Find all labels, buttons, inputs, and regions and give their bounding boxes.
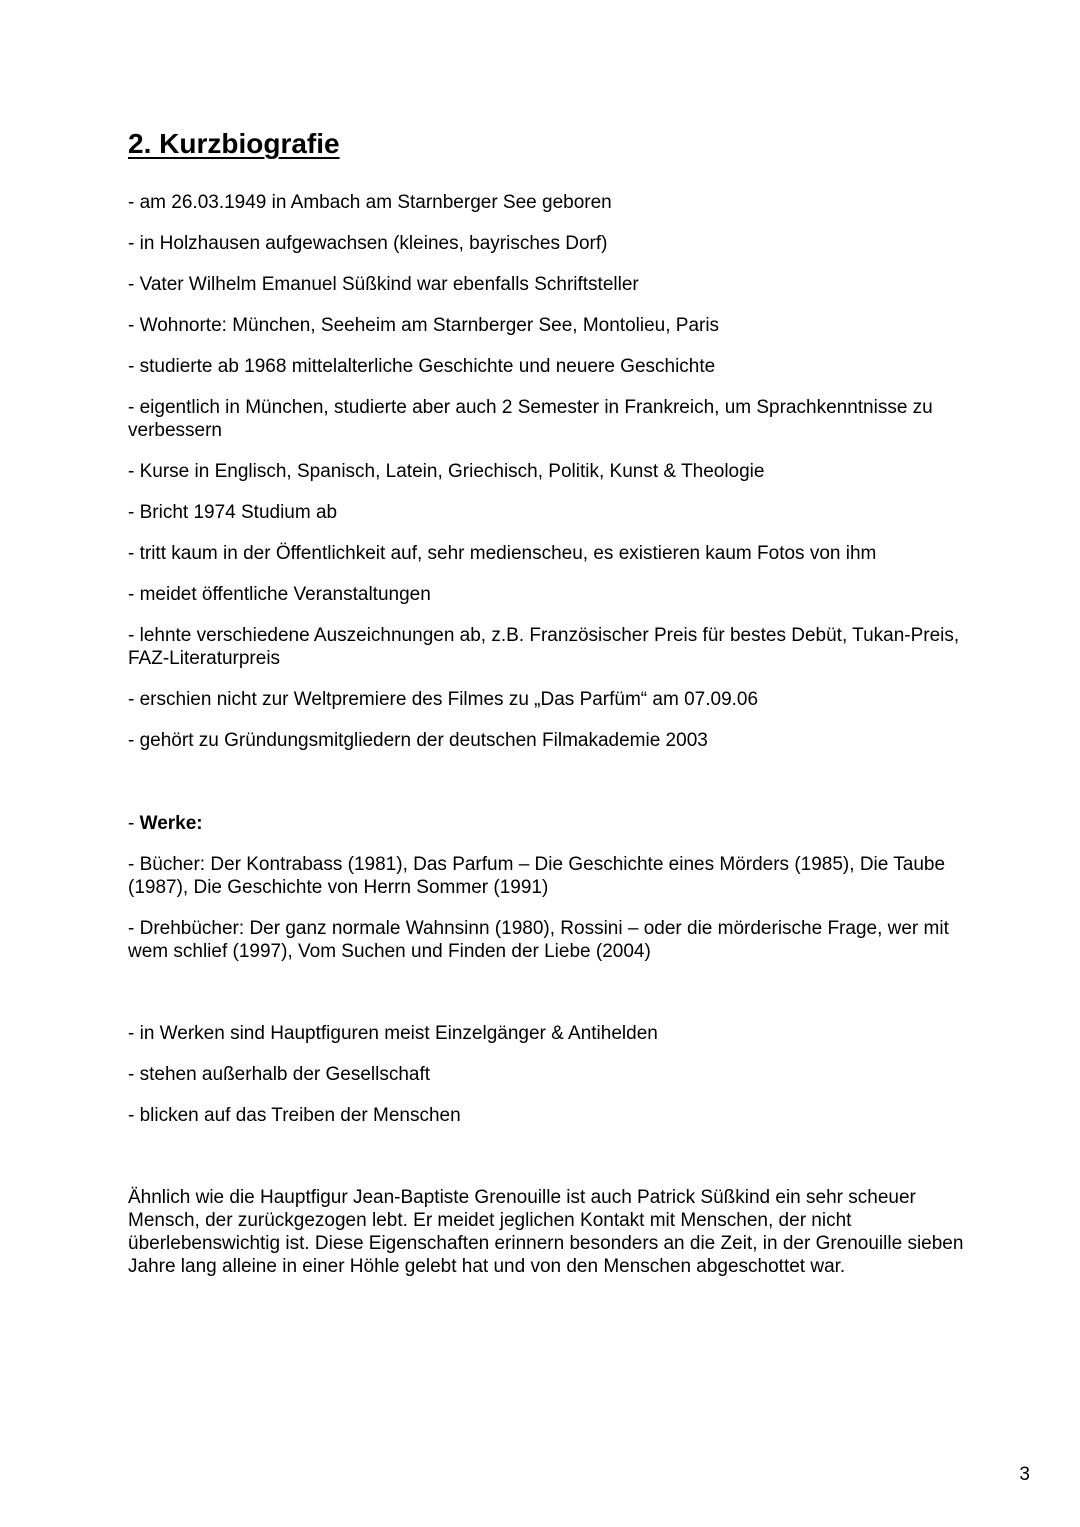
bio-item-residences: - Wohnorte: München, Seeheim am Starnberger See, Montolieu, Paris <box>128 315 720 336</box>
summary-paragraph: Ähnlich wie die Hauptfigur Jean-Baptiste Grenouille ist auch Patrick Süßkind ein sehr scheuer Mensch, der zurückgezogen lebt. Er meidet jeglichen Kontakt mit Menschen, der nicht überlebenswichtig ist. Diese Eigenschaften erinnern besonders an die Zeit, in der Grenouille sieben Jahre lang alleine in einer Höhle gelebt hat und von den Menschen abgeschottet war. <box>128 1187 964 1277</box>
characters-item-loners: - in Werken sind Hauptfiguren meist Einzelgänger & Antihelden <box>128 1023 658 1044</box>
bio-item-dropout: - Bricht 1974 Studium ab <box>128 502 338 523</box>
page-number: 3 <box>1019 1464 1030 1485</box>
bio-item-events: - meidet öffentliche Veranstaltungen <box>128 584 431 605</box>
werke-item-books: - Bücher: Der Kontrabass (1981), Das Parfum – Die Geschichte eines Mörders (1985), Die Taube (1987), Die Geschichte von Herrn Sommer (1991) <box>128 854 946 898</box>
werke-heading <box>128 812 988 835</box>
bio-item-media-shy: - tritt kaum in der Öffentlichkeit auf, sehr medienscheu, es existieren kaum Fotos von ihm <box>128 543 877 564</box>
bio-item-birth: - am 26.03.1949 in Ambach am Starnberger See geboren <box>128 192 612 213</box>
bio-item-courses: - Kurse in Englisch, Spanisch, Latein, Griechisch, Politik, Kunst & Theologie <box>128 461 765 482</box>
bio-item-study-location: - eigentlich in München, studierte aber auch 2 Semester in Frankreich, um Sprachkenntnisse zu verbessern <box>128 397 933 441</box>
bio-item-childhood: - in Holzhausen aufgewachsen (kleines, bayrisches Dorf) <box>128 233 608 254</box>
bio-item-premiere: - erschien nicht zur Weltpremiere des Filmes zu „Das Parfüm“ am 07.09.06 <box>128 689 759 710</box>
section-heading: 2. Kurzbiografie <box>128 128 340 159</box>
bio-item-father: - Vater Wilhelm Emanuel Süßkind war ebenfalls Schriftsteller <box>128 274 639 295</box>
characters-item-outside-society: - stehen außerhalb der Gesellschaft <box>128 1064 431 1085</box>
characters-item-observers: - blicken auf das Treiben der Menschen <box>128 1105 461 1126</box>
bio-item-awards: - lehnte verschiedene Auszeichnungen ab, z.B. Französischer Preis für bestes Debüt, Tukan-Preis, FAZ-Literaturpreis <box>128 625 960 669</box>
bio-item-studies: - studierte ab 1968 mittelalterliche Geschichte und neuere Geschichte <box>128 356 716 377</box>
bio-item-film-academy: - gehört zu Gründungsmitgliedern der deutschen Filmakademie 2003 <box>128 730 708 751</box>
werke-dash: - <box>128 813 140 834</box>
werke-item-screenplays: - Drehbücher: Der ganz normale Wahnsinn (1980), Rossini – oder die mörderische Frage, wer mit wem schlief (1997), Vom Suchen und Finden der Liebe (2004) <box>128 918 949 962</box>
werke-label: Werke: <box>139 813 203 834</box>
